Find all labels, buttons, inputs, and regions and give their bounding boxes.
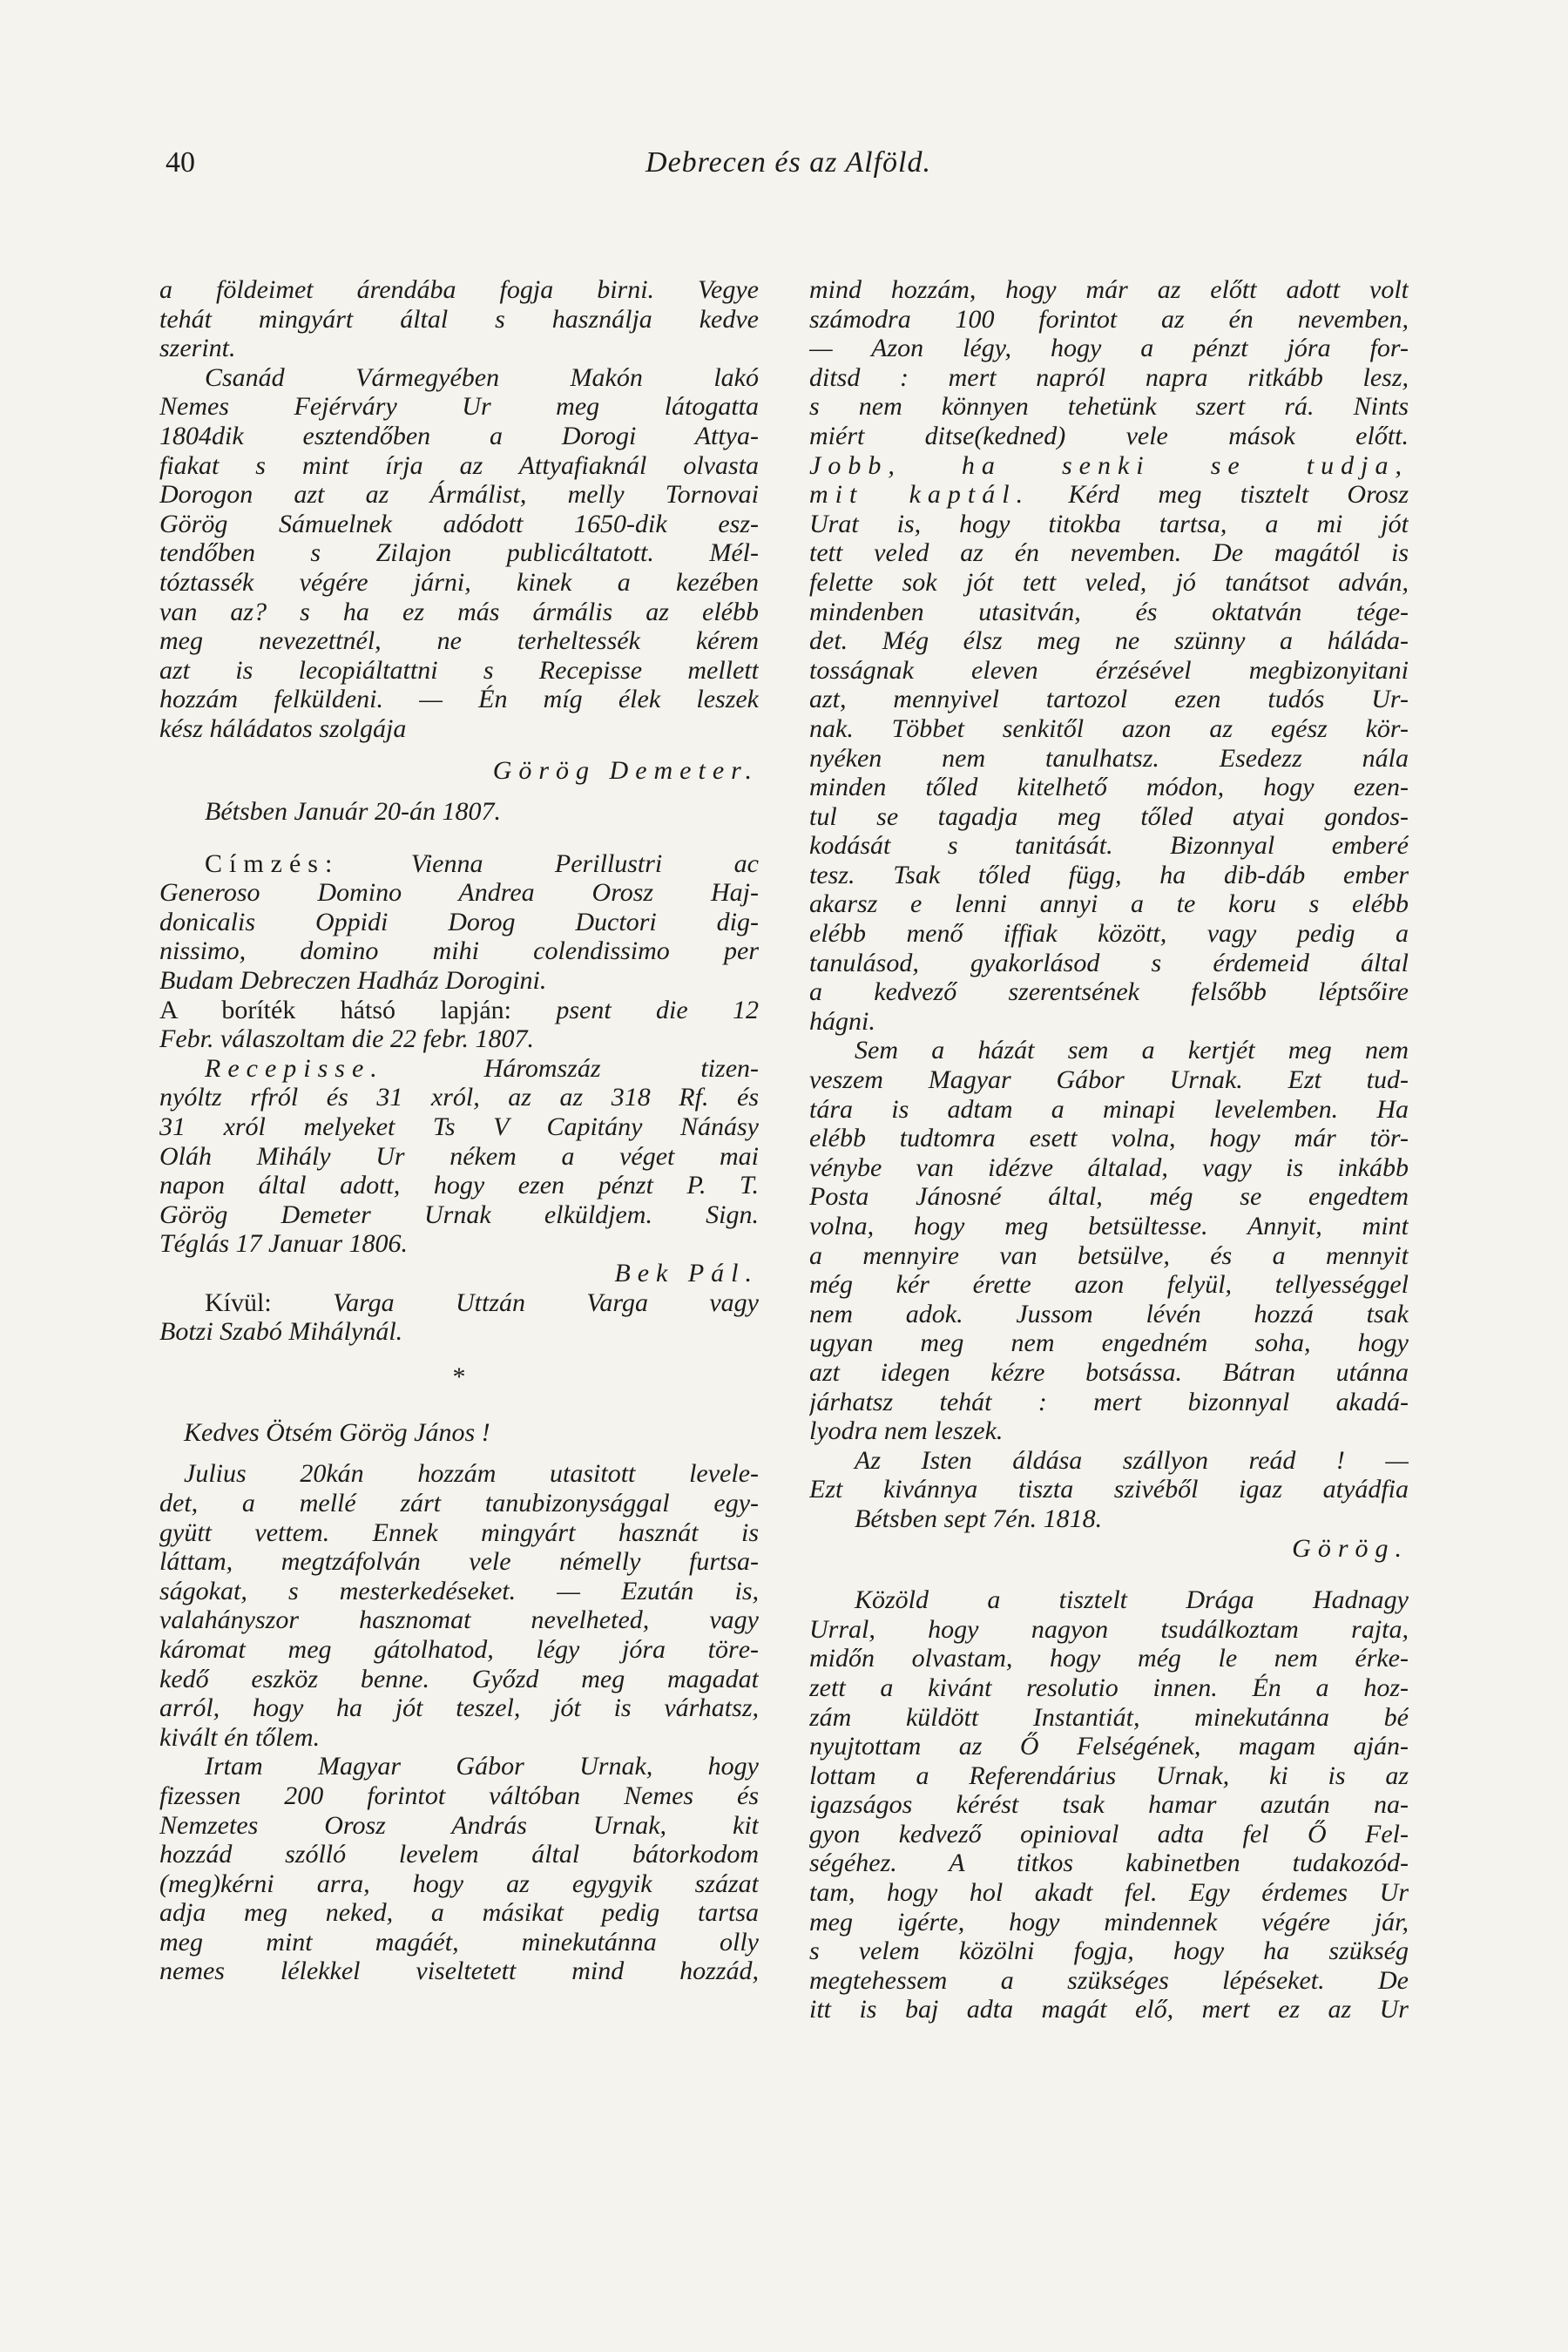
text-line: tóztassék végére járni, kinek a kezében (159, 567, 759, 597)
running-title: Debrecen és az Alföld. (645, 146, 931, 179)
text-line: ségéhez. A titkos kabinetben tudakozód- (809, 1848, 1409, 1878)
text-line: Közöld a tisztelt Drága Hadnagy (855, 1585, 1409, 1615)
text-line: meg igérte, hogy mindennek végére jár, (809, 1907, 1409, 1936)
text-line: minden tőled kitelhető módon, hogy ezen- (809, 773, 1409, 802)
text-line: azt, mennyivel tartozol ezen tudós Ur- (809, 685, 1409, 714)
text-line: a földeimet árendába fogja birni. Vegye (159, 275, 759, 304)
kivul-text: Varga Uttzán Varga vagy (333, 1288, 759, 1317)
signature: Görög. (1292, 1533, 1409, 1563)
text-line: Julius 20kán hozzám utasitott levele- (184, 1459, 759, 1489)
text-line: fiakat s mint írja az Attyafiaknál olvasta (159, 450, 759, 480)
text-line: tul se tagadja meg tőled atyai gondos- (809, 801, 1409, 831)
asterisk-ornament-icon: * (452, 1362, 466, 1391)
text-line: Budam Debreczen Hadház Dorogini. (159, 966, 547, 996)
text-line: van az? s ha ez más ármális az elébb (159, 597, 759, 626)
signature: Görög Demeter. (492, 755, 759, 785)
text-line: midőn olvastam, hogy még le nem érke- (809, 1644, 1409, 1673)
text-line: Urral, hogy nagyon tsudálkoztam rajta, (809, 1614, 1409, 1644)
text-line: járhatsz tehát : mert bizonnyal akadá- (809, 1387, 1409, 1416)
text-line: akarsz e lenni annyi a te koru s elébb (809, 889, 1409, 919)
text-line: gyon kedvező opinioval adta fel Ő Fel- (809, 1819, 1409, 1848)
text-line: megtehessem a szükséges lépéseket. De (809, 1965, 1409, 1995)
text-line: tosságnak eleven érzésével megbizonyitani (809, 655, 1409, 685)
text-line: nyóltz rfról és 31 xról, az az 318 Rf. és (159, 1083, 759, 1112)
text-line: mind hozzám, hogy már az előtt adott volt (809, 275, 1409, 304)
text-line: tendőben s Zilajon publicáltatott. Mél- (159, 538, 759, 568)
text-line: nyéken nem tanulhatsz. Esedezz nála (809, 743, 1409, 773)
text-line: nak. Többet senkitől azon az egész kör- (809, 713, 1409, 743)
signature: Bek Pál. (614, 1259, 759, 1288)
text-line: fizessen 200 forintot váltóban Nemes és (159, 1781, 759, 1810)
text-line: kivált én tőlem. (159, 1722, 321, 1752)
text-line: 1804dik esztendőben a Dorogi Attya- (159, 421, 759, 450)
spaced-text: mit kaptál. (809, 480, 1031, 510)
text-line: számodra 100 forintot az én nevemben, (809, 304, 1409, 334)
text-line: Görög Sámuelnek adódott 1650-dik esz- (159, 509, 759, 538)
text-line: ditsd : mert napról napra ritkább lesz, (809, 362, 1409, 392)
text-line: felette sok jót tett veled, jó tanátsot adván, (809, 567, 1409, 597)
text-line: tanulásod, gyakorlásod s érdemeid által (809, 948, 1409, 977)
text-line: Dorogon azt az Ármálist, melly Tornovai (159, 480, 759, 510)
text-line: a kedvező szerentsének felsőbb léptsőire (809, 977, 1409, 1007)
kivul-label: Kívül: (205, 1288, 272, 1317)
text-line: s velem közölni fogja, hogy ha szükség (809, 1936, 1409, 1966)
text-line: donicalis Oppidi Dorog Ductori dig- (159, 907, 759, 936)
text-line: hozzám felküldeni. — Én míg élek leszek (159, 685, 759, 714)
text-line: Oláh Mihály Ur nékem a véget mai (159, 1141, 759, 1171)
text-line: még kér érette azon felyül, tellyességgel (809, 1270, 1409, 1300)
text-line: arról, hogy ha jót teszel, jót is várhatsz, (159, 1693, 759, 1723)
text-line: valahányszor hasznomat nevelheted, vagy (159, 1605, 759, 1635)
text-line: lottam a Referendárius Urnak, ki is az (809, 1761, 1409, 1790)
text-line: kész háládatos szolgája (159, 713, 407, 743)
text-line: Irtam Magyar Gábor Urnak, hogy (205, 1752, 759, 1781)
text-line: itt is baj adta magát elő, mert ez az Ur (809, 1995, 1409, 2024)
text-line: a mennyire van betsülve, és a mennyit (809, 1240, 1409, 1270)
text-line: Görög Demeter Urnak elküldjem. Sign. (159, 1200, 759, 1229)
recepisse-text: Háromszáz tizen- (483, 1053, 759, 1083)
text-line: igazságos kérést tsak hamar azután na- (809, 1790, 1409, 1820)
text-line: ugyan meg nem engedném soha, hogy (809, 1328, 1409, 1358)
text-line: napon által adott, hogy ezen pénzt P. T. (159, 1171, 759, 1200)
text-line: miért ditse(kedned) vele mások előtt. (809, 421, 1409, 450)
text-line: Posta Jánosné által, még se engedtem (809, 1182, 1409, 1212)
text-line: zám küldött Instantiát, minekutánna bé (809, 1702, 1409, 1732)
text-line: tam, hogy hol akadt fel. Egy érdemes Ur (809, 1878, 1409, 1908)
cimzes-text: Vienna Perillustri ac (410, 848, 759, 878)
text-line: Nemzetes Orosz András Urnak, kit (159, 1810, 759, 1840)
text-line: tára is adtam a minapi levelemben. Ha (809, 1094, 1409, 1124)
text-line: hozzád szólló levelem által bátorkodom (159, 1840, 759, 1869)
text-line: elébb tudtomra esett volna, hogy már tör- (809, 1124, 1409, 1153)
text-line (159, 996, 759, 1025)
text-line: hágni. (809, 1006, 875, 1036)
text-line: Téglás 17 Januar 1806. (159, 1229, 408, 1259)
text-line: meg mint magáét, minekutánna olly (159, 1927, 759, 1957)
text-line: adja meg neked, a másikat pedig tartsa (159, 1898, 759, 1928)
text-line: káromat meg gátolhatod, légy jóra törе- (159, 1634, 759, 1664)
text-line: Nemes Fejérváry Ur meg látogatta (159, 392, 759, 422)
boritek-label: A boríték hátsó lapján: (159, 995, 511, 1024)
text-line: Febr. válaszoltam die 22 febr. 1807. (159, 1024, 534, 1054)
salutation: Kedves Ötsém Görög János ! (184, 1417, 490, 1447)
page-header (166, 146, 1411, 190)
text-line: det. Még élsz meg ne szünny a háláda- (809, 626, 1409, 656)
page-number: 40 (166, 146, 195, 179)
text-line: s nem könnyen tehetünk szert rá. Nints (809, 392, 1409, 422)
text-line (159, 849, 759, 879)
text-line: tehát mingyárt által s használja kedve (159, 304, 759, 334)
text-line: zett a kivánt resolutio innen. Én a hoz- (809, 1673, 1409, 1702)
text-line: Jobb, ha senki se tudja, (809, 450, 1409, 480)
text-line-cont: Kérd meg tisztelt Orosz (1068, 480, 1409, 510)
text-line: nyujtottam az Ő Felségének, magam aján- (809, 1732, 1409, 1761)
text-line: Generoso Domino Andrea Orosz Haj- (159, 878, 759, 908)
text-line: meg nevezettnél, ne terheltessék kérem (159, 626, 759, 656)
text-line: kedő eszköz benne. Győzd meg magadat (159, 1664, 759, 1693)
text-line: tesz. Tsak tőled függ, ha dib-dáb ember (809, 860, 1409, 889)
text-line: ságokat, s mesterkedéseket. — Ezután is, (159, 1576, 759, 1605)
cimzes-label: Címzés: (205, 848, 340, 878)
text-line: lyodra nem leszek. (809, 1416, 1004, 1446)
text-line: Botzi Szabó Mihálynál. (159, 1317, 403, 1347)
text-line: Ezt kivánnya tiszta szivéből igaz atyádfia (809, 1475, 1409, 1504)
text-line: láttam, megtzáfolván vele némelly furtsa- (159, 1547, 759, 1577)
text-line (159, 1054, 759, 1084)
text-line: volna, hogy meg betsültesse. Annyit, mint (809, 1212, 1409, 1240)
text-line: Urat is, hogy titokba tartsa, a mi jót (809, 509, 1409, 538)
text-line: gyütt vettem. Ennek mingyárt hasznát is (159, 1517, 759, 1547)
text-line: azt is lecopiáltattni s Recepisse mellett (159, 655, 759, 685)
text-line: Az Isten áldása szállyon reád ! — (855, 1445, 1409, 1475)
text-line: szerint. (159, 334, 236, 363)
right-column (809, 275, 1409, 2024)
date-line: Bétsben sept 7én. 1818. (855, 1504, 1103, 1533)
text-line: nissimo, domino mihi colendissimo per (159, 936, 759, 966)
text-line: veszem Magyar Gábor Urnak. Ezt tud- (809, 1065, 1409, 1095)
text-line: — Azon légy, hogy a pénzt jóra for- (809, 334, 1409, 363)
text-line: 31 xról melyeket Ts V Capitány Nánásy (159, 1112, 759, 1142)
text-line: vénybe van idézve általad, vagy is inkább (809, 1152, 1409, 1182)
text-line (809, 480, 1409, 510)
text-line: det, a mellé zárt tanubizonysággal egy- (159, 1488, 759, 1517)
left-column (159, 275, 759, 1986)
text-line: azt idegen kézre botsássa. Bátran utánna (809, 1357, 1409, 1387)
text-line: mindenben utasitván, és oktatván tége- (809, 597, 1409, 626)
text-line: elébb menő iffiak között, vagy pedig a (809, 919, 1409, 949)
date-line: Bétsben Január 20-án 1807. (205, 797, 501, 827)
text-line: nemes lélekkel viseltetett mind hozzád, (159, 1957, 759, 1986)
text-line: tett veled az én nevemben. De magától is (809, 538, 1409, 568)
recepisse-label: Recepisse. (205, 1053, 384, 1083)
text-line: Sem a házát sem a kertjét meg nem (855, 1036, 1409, 1065)
text-line (159, 1288, 759, 1318)
boritek-text: psent die 12 (556, 995, 759, 1024)
text-line: (meg)kérni arra, hogy az egygyik százat (159, 1869, 759, 1898)
text-line: kodását s tanitását. Bizonnyal emberé (809, 831, 1409, 861)
text-line: Csanád Vármegyében Makón lakó (205, 362, 759, 392)
text-line: nem adok. Jussom lévén hozzá tsak (809, 1299, 1409, 1328)
